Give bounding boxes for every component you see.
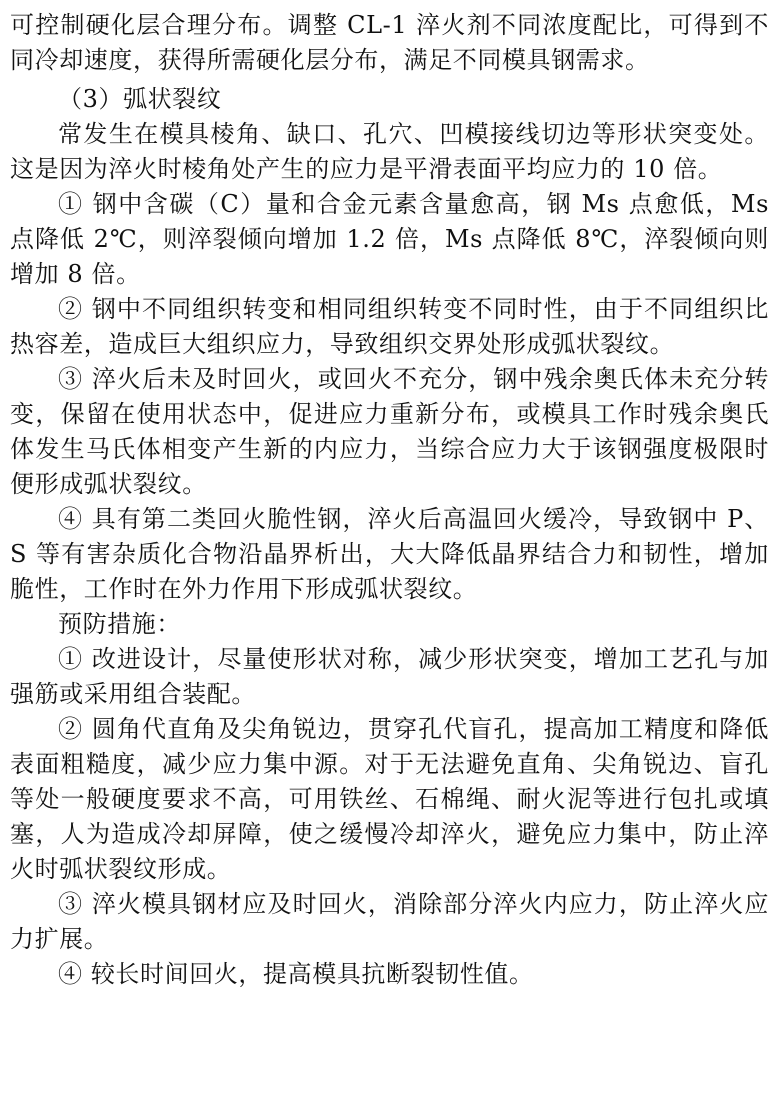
lead-paragraph: 可控制硬化层合理分布。调整 CL-1 淬火剂不同浓度配比，可得到不同冷却速度，获得所需硬化层分布，满足不同模具钢需求。 xyxy=(10,11,769,74)
measure-paragraph-4: ④ 较长时间回火，提高模具抗断裂韧性值。 xyxy=(58,960,534,988)
prevention-heading: 预防措施： xyxy=(58,610,181,638)
section-heading: （3）弧状裂纹 xyxy=(58,85,222,113)
measure-paragraph-2: ② 圆角代直角及尖角锐边，贯穿孔代盲孔，提高加工精度和降低表面粗糙度，减少应力集中源。对于无法避免直角、尖角锐边、盲孔等处一般硬度要求不高，可用铁丝、石棉绳、耐火泥等进行包扎或填塞，人为造成冷却屏障，使之缓慢冷却淬火，避免应力集中，防止淬火时弧状裂纹形成。 xyxy=(10,715,769,883)
cause-paragraph-4: ④ 具有第二类回火脆性钢，淬火后高温回火缓冷，导致钢中 P、S 等有害杂质化合物沿晶界析出，大大降低晶界结合力和韧性，增加脆性，工作时在外力作用下形成弧状裂纹。 xyxy=(10,505,769,603)
intro-paragraph: 常发生在模具棱角、缺口、孔穴、凹模接线切边等形状突变处。这是因为淬火时棱角处产生的应力是平滑表面平均应力的 10 倍。 xyxy=(10,120,769,183)
measure-paragraph-1: ① 改进设计，尽量使形状对称，减少形状突变，增加工艺孔与加强筋或采用组合装配。 xyxy=(10,645,769,708)
measure-paragraph-3: ③ 淬火模具钢材应及时回火，消除部分淬火内应力，防止淬火应力扩展。 xyxy=(10,890,769,953)
cause-paragraph-2: ② 钢中不同组织转变和相同组织转变不同时性，由于不同组织比热容差，造成巨大组织应力，导致组织交界处形成弧状裂纹。 xyxy=(10,295,769,358)
cause-paragraph-3: ③ 淬火后未及时回火，或回火不充分，钢中残余奥氏体未充分转变，保留在使用状态中，促进应力重新分布，或模具工作时残余奥氏体发生马氏体相变产生新的内应力，当综合应力大于该钢强度极限时便形成弧状裂纹。 xyxy=(10,365,769,498)
cause-paragraph-1: ① 钢中含碳（C）量和合金元素含量愈高，钢 Ms 点愈低，Ms 点降低 2℃，则淬裂倾向增加 1.2 倍，Ms 点降低 8℃，淬裂倾向则增加 8 倍。 xyxy=(10,190,769,288)
